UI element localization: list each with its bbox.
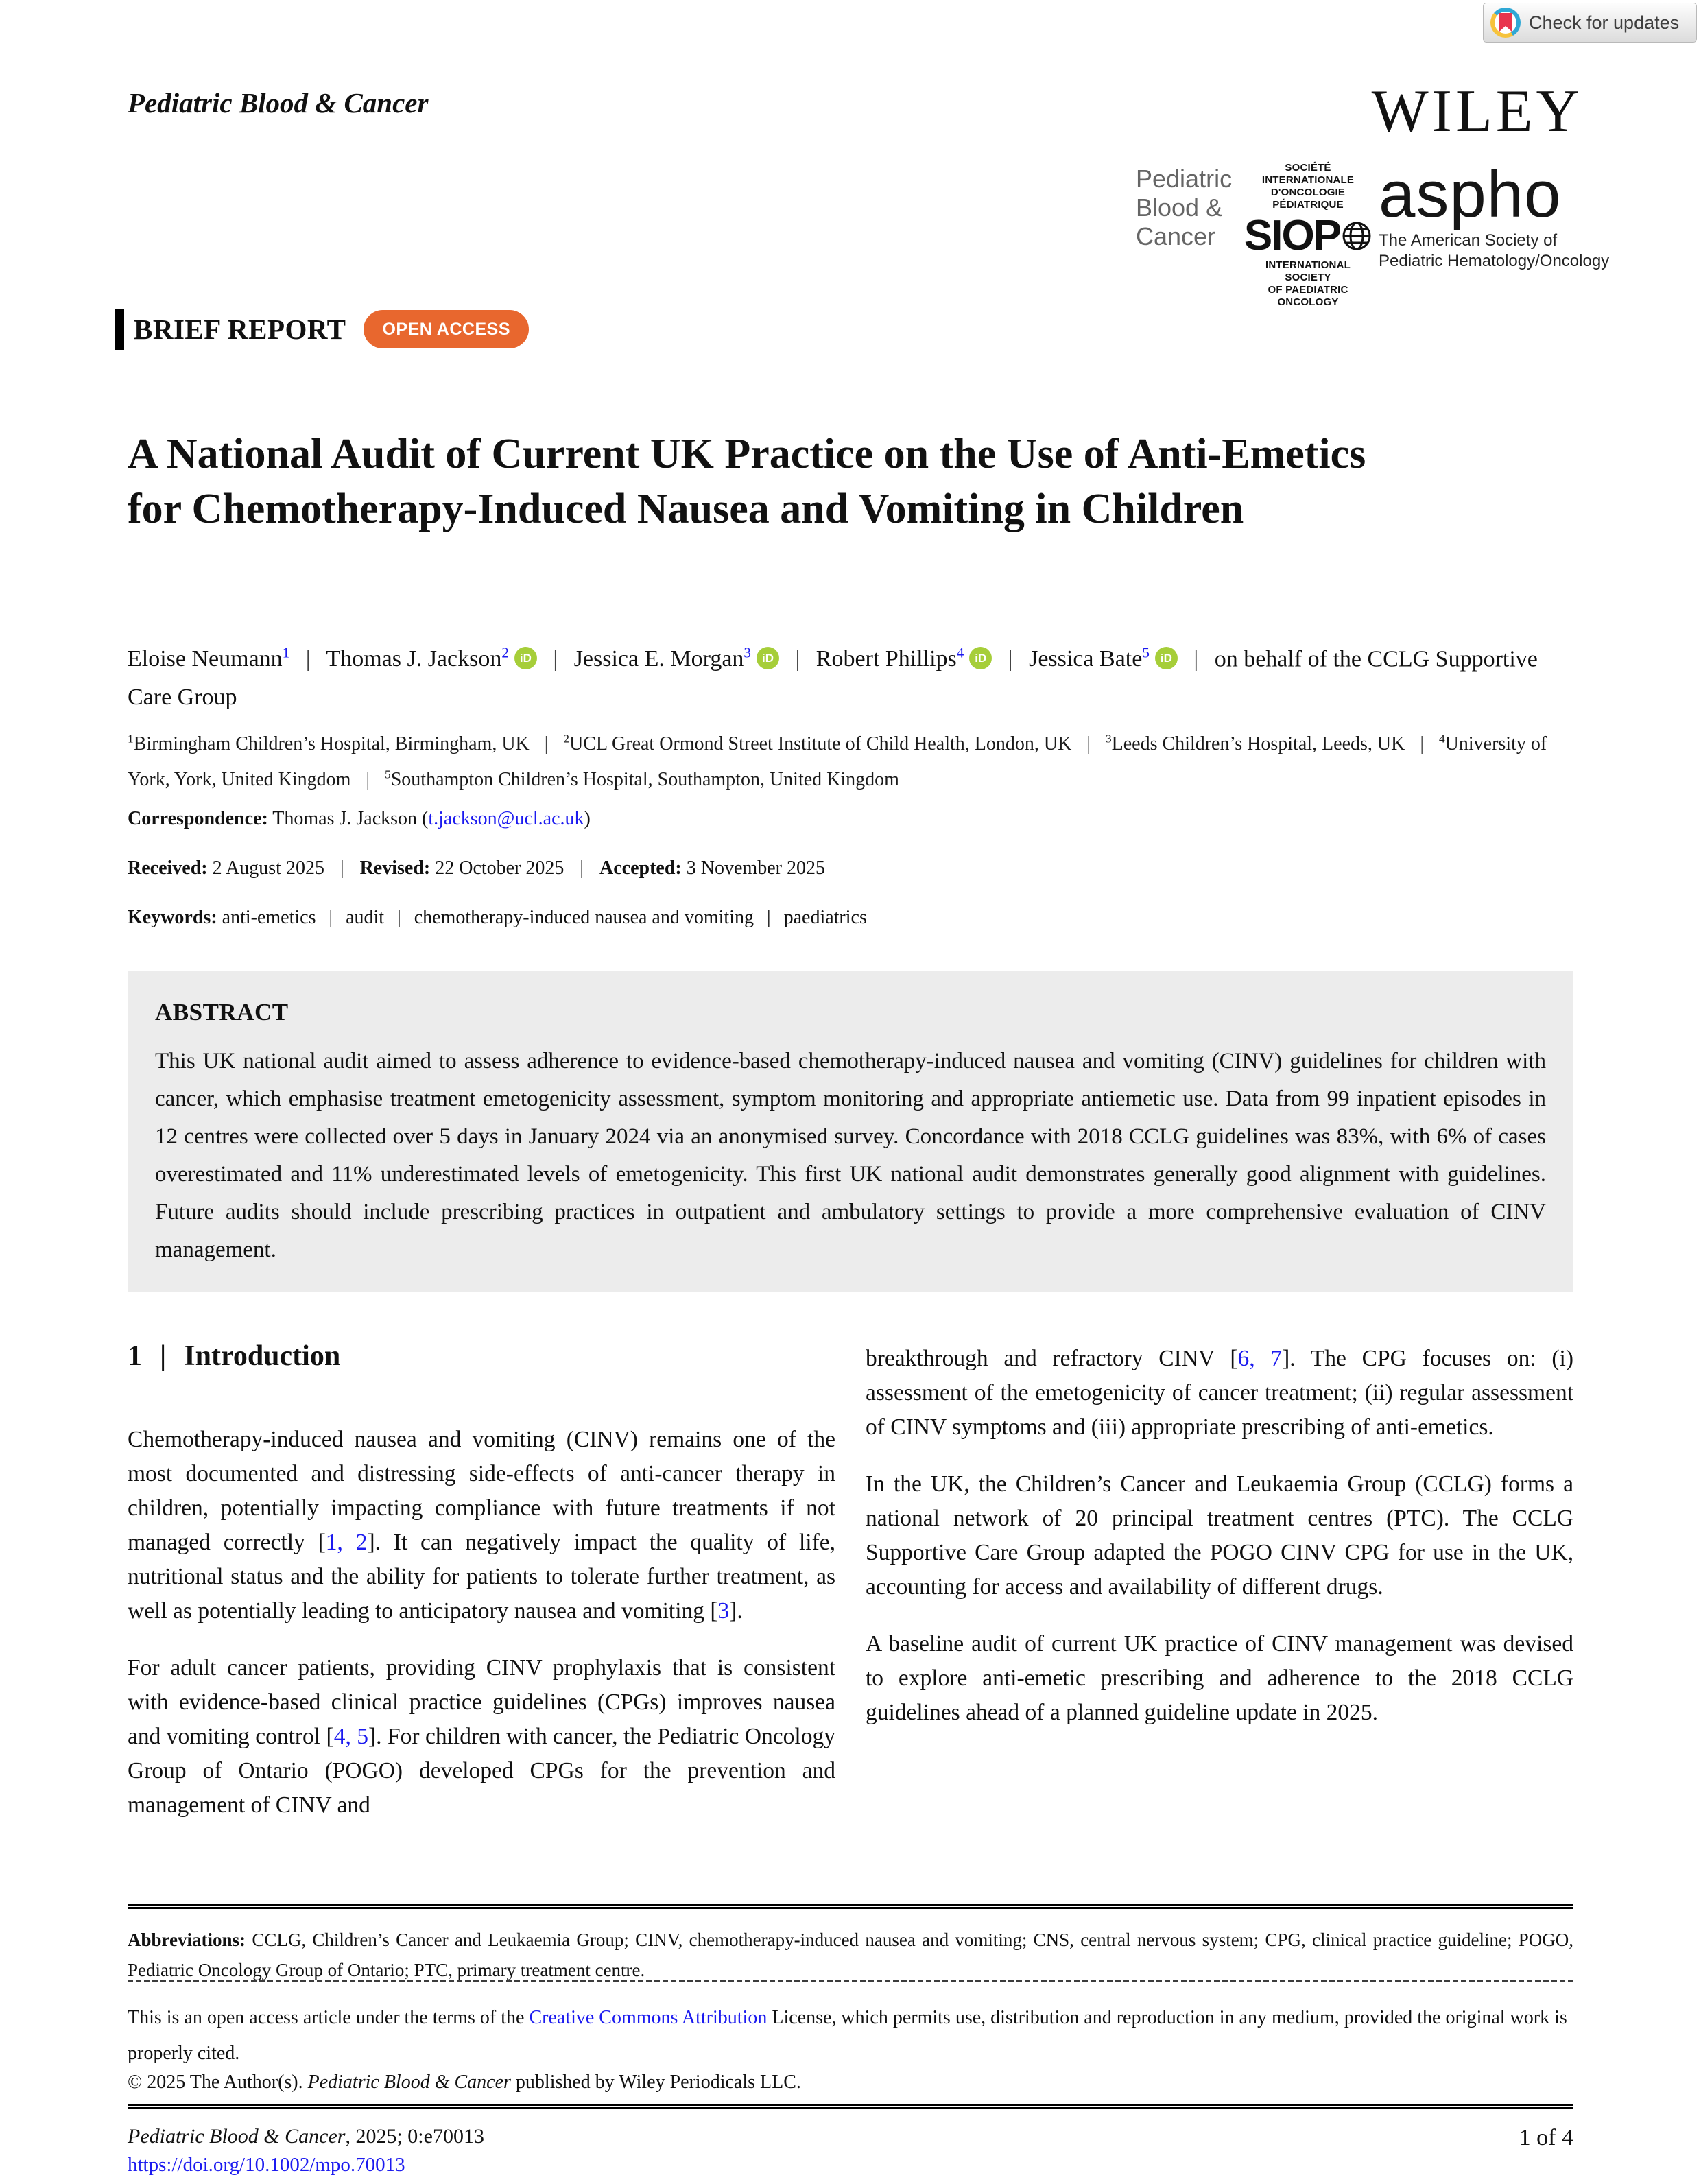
author: Robert Phillips$^4$	[816, 645, 964, 672]
affiliation-separator: |	[544, 733, 549, 755]
author: Eloise Neumann$^1$	[128, 645, 290, 672]
abstract-heading: ABSTRACT	[155, 999, 289, 1025]
globe-icon	[1342, 221, 1372, 251]
received-label: Received:	[128, 857, 208, 879]
author-list	[128, 634, 1584, 717]
body-paragraph: In the UK, the Children’s Cancer and Leukaemia Group (CCLG) forms a national network of 20 principal treatment centres (PTC). The CCLG Supportive Care Group adapted the POGO CINV CPG for use in the UK, accounting for access and availability of different drugs.	[866, 1471, 1573, 1600]
revised-label: Revised:	[359, 857, 431, 879]
affiliation: $^4$University of York, York, United Kingdom	[128, 733, 1547, 790]
doi-link[interactable]: https://doi.org/10.1002/mpo.70013	[128, 2154, 405, 2176]
keywords-line: Keywords: anti-emetics | audit | chemotherapy-induced nausea and vomiting | paediatrics	[128, 907, 867, 928]
journal-name-italic: Pediatric Blood & Cancer	[307, 2072, 511, 2093]
accepted-label: Accepted:	[599, 857, 682, 879]
check-for-updates-button[interactable]	[1483, 3, 1697, 43]
abbreviations-note: Abbreviations: CCLG, Children’s Cancer and Leukaemia Group; CINV, chemotherapy-induced nausea and vomiting; CNS, central nervous system; CPG, clinical practice guideline; POGO, Pediatric Oncology Group of Ontario; PTC, primary treatment centre.	[128, 1930, 1573, 1980]
correspondence-label: Correspondence:	[128, 808, 268, 829]
keyword: chemotherapy-induced nausea and vomiting	[414, 907, 754, 928]
siop-top-line2: D'ONCOLOGIE PÉDIATRIQUE	[1270, 187, 1346, 211]
body-paragraph: Chemotherapy-induced nausea and vomiting (CINV) remains one of the most documented and distressing side-effects of anti-cancer therapy in children, potentially impacting compliance with future treatments if not managed correctly [1, 2]. It can negatively impact the quality of life, nutritional status and the ability for patients to tolerate further treatment, as well as potentially leading to anticipatory nausea and vomiting [3].	[128, 1427, 836, 1624]
siop-bottom-line2: OF PAEDIATRIC ONCOLOGY	[1268, 284, 1348, 308]
page-footer	[128, 2125, 1573, 2151]
body-column-right	[866, 1342, 1573, 1753]
affiliation: $^3$Leeds Children’s Hospital, Leeds, UK	[1105, 733, 1405, 755]
correspondence-email-link[interactable]: t.jackson@ucl.ac.uk	[428, 808, 584, 829]
citation-info: Pediatric Blood & Cancer, 2025; 0:e70013	[128, 2125, 484, 2148]
aspho-logo	[1379, 158, 1610, 272]
correspondence-line: Correspondence: Thomas J. Jackson (t.jackson@ucl.ac.uk)	[128, 808, 591, 829]
citation-link[interactable]: 1, 2	[325, 1530, 368, 1555]
open-access-badge: OPEN ACCESS	[364, 310, 529, 348]
page-footer-divider	[128, 2104, 1573, 2109]
dashed-divider	[128, 1980, 1573, 1982]
body-paragraph: For adult cancer patients, providing CINV prophylaxis that is consistent with evidence-based clinical practice guidelines (CPGs) improves nausea and vomiting control [4, 5]. For children with cancer, the Pediatric Oncology Group of Ontario (POGO) developed CPGs for the prevention and management of CINV and	[128, 1655, 835, 1818]
abstract-box	[128, 971, 1573, 1292]
affiliation: $^1$Birmingham Children’s Hospital, Birmingham, UK	[128, 733, 530, 755]
keyword: anti-emetics	[222, 907, 316, 928]
article-type-row	[115, 309, 529, 350]
keyword: audit	[346, 907, 385, 928]
affiliation: $^5$Southampton Children’s Hospital, Southampton, United Kingdom	[385, 768, 899, 790]
article-history-line: Received: 2 August 2025 | Revised: 22 October 2025 | Accepted: 3 November 2025	[128, 857, 825, 879]
siop-top-line1: SOCIÉTÉ INTERNATIONALE	[1261, 162, 1355, 186]
body-paragraph: A baseline audit of current UK practice of CINV management was devised to explore anti-emetic prescribing and adherence to the 2018 CCLG guidelines ahead of a planned guideline update in 2025.	[866, 1631, 1573, 1725]
article-title: A National Audit of Current UK Practice on the Use of Anti-Emetics for Chemotherapy-Induced Nausea and Vomiting in Children	[128, 431, 1366, 532]
pbc-logo-line2: Blood &	[1136, 193, 1223, 222]
journal-name-italic: Pediatric Blood & Cancer	[128, 2125, 346, 2148]
pbc-logo-line3: Cancer	[1136, 222, 1216, 250]
keyword: paediatrics	[783, 907, 867, 928]
creative-commons-link[interactable]: Creative Commons Attribution	[529, 2007, 768, 2028]
orcid-icon[interactable]: iD	[1155, 647, 1178, 669]
received-date: 2 August 2025	[207, 857, 324, 879]
siop-bottom-line1: INTERNATIONAL SOCIETY	[1265, 259, 1351, 283]
page-number: 1 of 4	[1519, 2125, 1573, 2150]
author-separator: |	[553, 646, 558, 672]
author-separator: |	[795, 646, 800, 672]
footnote-divider	[128, 1904, 1573, 1909]
author: Jessica Bate$^5$	[1029, 645, 1150, 672]
citation-link[interactable]: 3	[717, 1598, 730, 1624]
siop-logo	[1243, 162, 1373, 309]
running-journal-title: Pediatric Blood & Cancer	[128, 87, 429, 119]
affiliation-separator: |	[1420, 733, 1424, 755]
author-separator: |	[1008, 646, 1013, 672]
revised-date: 22 October 2025	[430, 857, 564, 879]
affiliation-list	[128, 724, 1584, 795]
pbc-logo-line1: Pediatric	[1136, 165, 1233, 193]
section-heading-introduction: 1 | Introduction	[128, 1340, 341, 1372]
author: Jessica E. Morgan$^3$	[573, 645, 751, 672]
body-paragraph: breakthrough and refractory CINV [6, 7]. The CPG focuses on: (i) assessment of the emetogenicity of cancer treatment; (ii) regular assessment of CINV symptoms and (iii) appropriate prescribing of anti-emetics.	[866, 1346, 1574, 1440]
keywords-label: Keywords:	[128, 907, 217, 928]
affiliation-separator: |	[1086, 733, 1091, 755]
citation-link[interactable]: 4, 5	[333, 1724, 369, 1749]
affiliation-separator: |	[366, 768, 370, 790]
wiley-logo: WILEY	[1371, 78, 1583, 145]
abbreviations-label: Abbreviations:	[128, 1930, 246, 1950]
author: Thomas J. Jackson$^2$	[326, 645, 509, 672]
check-for-updates-label: Check for updates	[1529, 12, 1680, 33]
siop-wordmark: SIOP	[1243, 214, 1373, 258]
article-type-label: BRIEF REPORT	[134, 313, 346, 345]
abstract-text: This UK national audit aimed to assess adherence to evidence-based chemotherapy-induced nausea and vomiting (CINV) guidelines for children with cancer, which emphasise treatment emetogenicity assessment, symptom monitoring and appropriate antiemetic use. Data from 99 inpatient episodes in 12 centres were collected over 5 days in January 2024 via an anonymised survey. Concordance with 2018 CCLG guidelines was 83%, with 6% of cases overestimated and 11% underestimated levels of emetogenicity. This first UK national audit demonstrates generally good alignment with guidelines. Future audits should include prescribing practices in outpatient and ambulatory settings to provide a more comprehensive evaluation of CINV management.	[155, 1049, 1546, 1262]
orcid-icon[interactable]: iD	[514, 647, 537, 669]
pediatric-blood-cancer-logo	[1136, 165, 1232, 251]
orcid-icon[interactable]: iD	[757, 647, 779, 669]
aspho-wordmark: aspho	[1379, 158, 1562, 231]
authors-trailing-text: on behalf of the CCLG Supportive Care Group	[128, 646, 1538, 711]
accepted-date: 3 November 2025	[681, 857, 825, 879]
orcid-icon[interactable]: iD	[969, 647, 992, 669]
crossmark-icon	[1490, 8, 1521, 38]
open-access-statement: This is an open access article under the terms of the Creative Commons Attribution License, which permits use, distribution and reproduction in any medium, provided the original work is properly cited.	[128, 2007, 1567, 2064]
author-separator: |	[305, 646, 311, 672]
author-separator: |	[1193, 646, 1199, 672]
citation-link[interactable]: 6, 7	[1237, 1346, 1283, 1371]
aspho-subtitle: The American Society of Pediatric Hematology/Oncology	[1379, 231, 1610, 270]
copyright-line: © 2025 The Author(s). Pediatric Blood & Cancer published by Wiley Periodicals LLC.	[128, 2072, 801, 2093]
section-bar	[115, 309, 124, 350]
affiliation: $^2$UCL Great Ormond Street Institute of Child Health, London, UK	[563, 733, 1072, 755]
body-column-left	[128, 1339, 835, 1845]
